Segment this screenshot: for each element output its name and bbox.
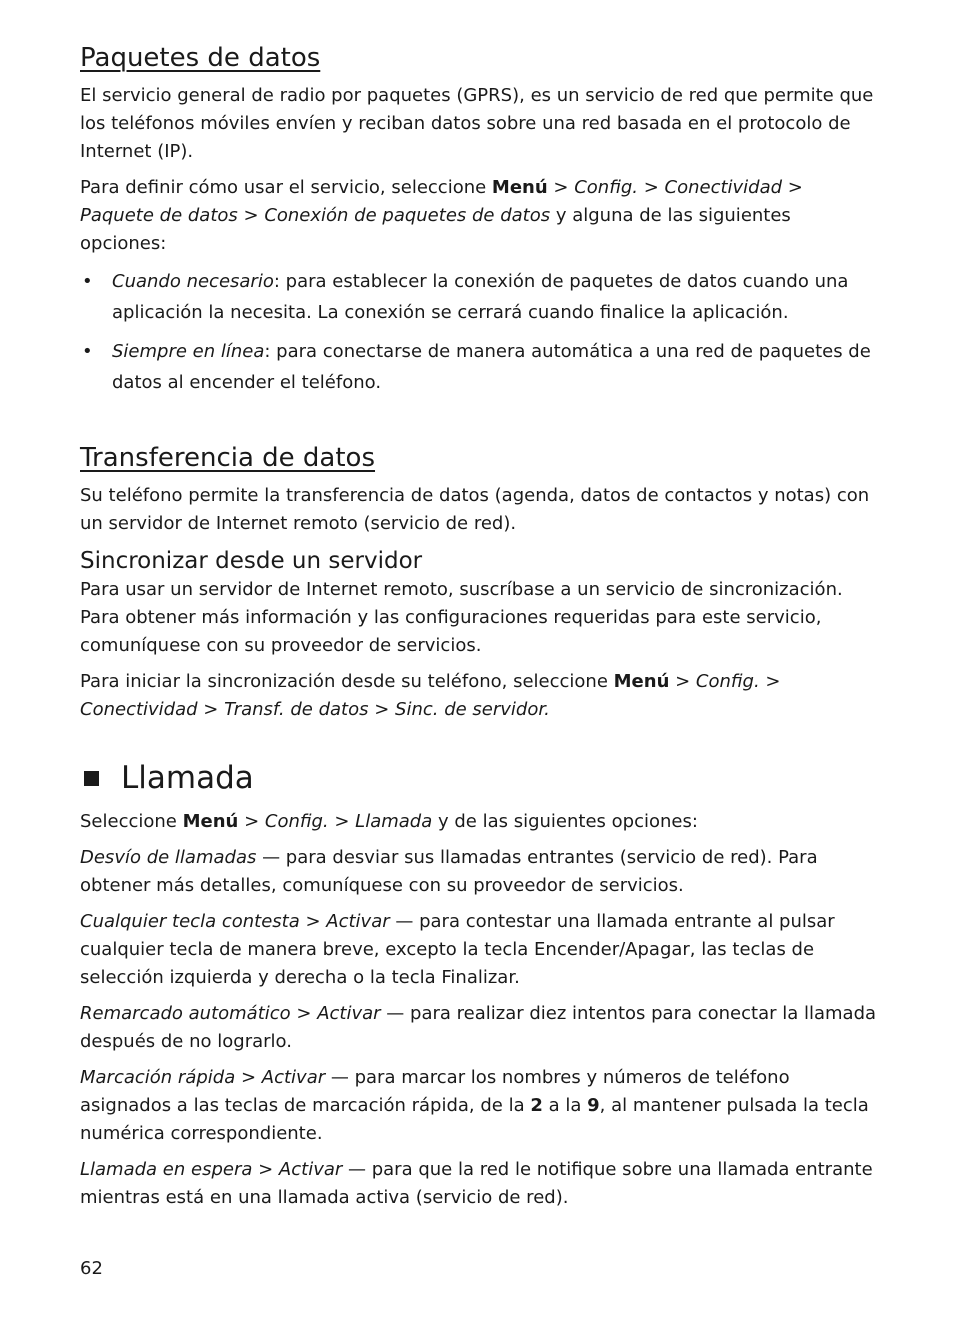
heading-transferencia-de-datos: Transferencia de datos [80,443,376,473]
option-marcacion-rapida: Marcación rápida > Activar — para marcar los nombres y números de teléfono asignados a las teclas de marcación rápida, de la 2 a la 9, al mantener pulsada la tecla numérica correspondiente. [80,1067,869,1144]
subheading-sincronizar: Sincronizar desde un servidor [80,548,423,574]
bullet-cuando-necesario: • Cuando necesario: para establecer la conexión de paquetes de datos cuando una aplicación la necesita. La conexión se cerrará cuando finalice la aplicación. [80,266,880,328]
option-desvio-de-llamadas: Desvío de llamadas — para desviar sus llamadas entrantes (servicio de red). Para obtener más detalles, comuníquese con su proveedor de servicios. [80,847,818,896]
page-content [80,40,880,1220]
option-cualquier-tecla-contesta: Cualquier tecla contesta > Activar — para contestar una llamada entrante al pulsar cualquier tecla de manera breve, excepto la tecla Encender/Apagar, las teclas de selección izquierda y derecha o la tecla Finalizar. [80,911,835,988]
paragraph-definir-uso: Para definir cómo usar el servicio, seleccione Menú > Config. > Conectividad > Paquete de datos > Conexión de paquetes de datos y alguna de las siguientes opciones: [80,177,803,254]
paragraph-seleccione-llamada: Seleccione Menú > Config. > Llamada y de las siguientes opciones: [80,811,698,832]
bullet-mark: • [82,341,93,362]
paragraph-transferencia: Su teléfono permite la transferencia de datos (agenda, datos de contactos y notas) con un servidor de Internet remoto (servicio de red). [80,485,870,534]
heading-paquetes-de-datos: Paquetes de datos [80,43,321,73]
page-number: 62 [80,1258,103,1279]
paragraph-gprs: El servicio general de radio por paquetes (GPRS), es un servicio de red que permite que los teléfonos móviles envíen y reciban datos sobre una red basada en el protocolo de Internet (IP). [80,85,874,162]
bullet-siempre-en-linea: • Siempre en línea: para conectarse de manera automática a una red de paquetes de datos al encender el teléfono. [80,336,880,398]
paragraph-iniciar-sincronizacion: Para iniciar la sincronización desde su teléfono, seleccione Menú > Config. > Conectividad > Transf. de datos > Sinc. de servidor. [80,671,781,720]
option-llamada-en-espera: Llamada en espera > Activar — para que la red le notifique sobre una llamada entrante mientras está en una llamada activa (servicio de red). [80,1159,873,1208]
bullet-mark: • [82,271,93,292]
paragraph-servidor-remoto: Para usar un servidor de Internet remoto, suscríbase a un servicio de sincronización. Para obtener más información y las configuraciones requeridas para este servicio, comuníquese con su proveedor de servicios. [80,579,843,656]
option-remarcado-automatico: Remarcado automático > Activar — para realizar diez intentos para conectar la llamada después de no lograrlo. [80,1003,877,1052]
square-bullet-icon [84,771,99,786]
heading-llamada: Llamada [80,758,880,798]
